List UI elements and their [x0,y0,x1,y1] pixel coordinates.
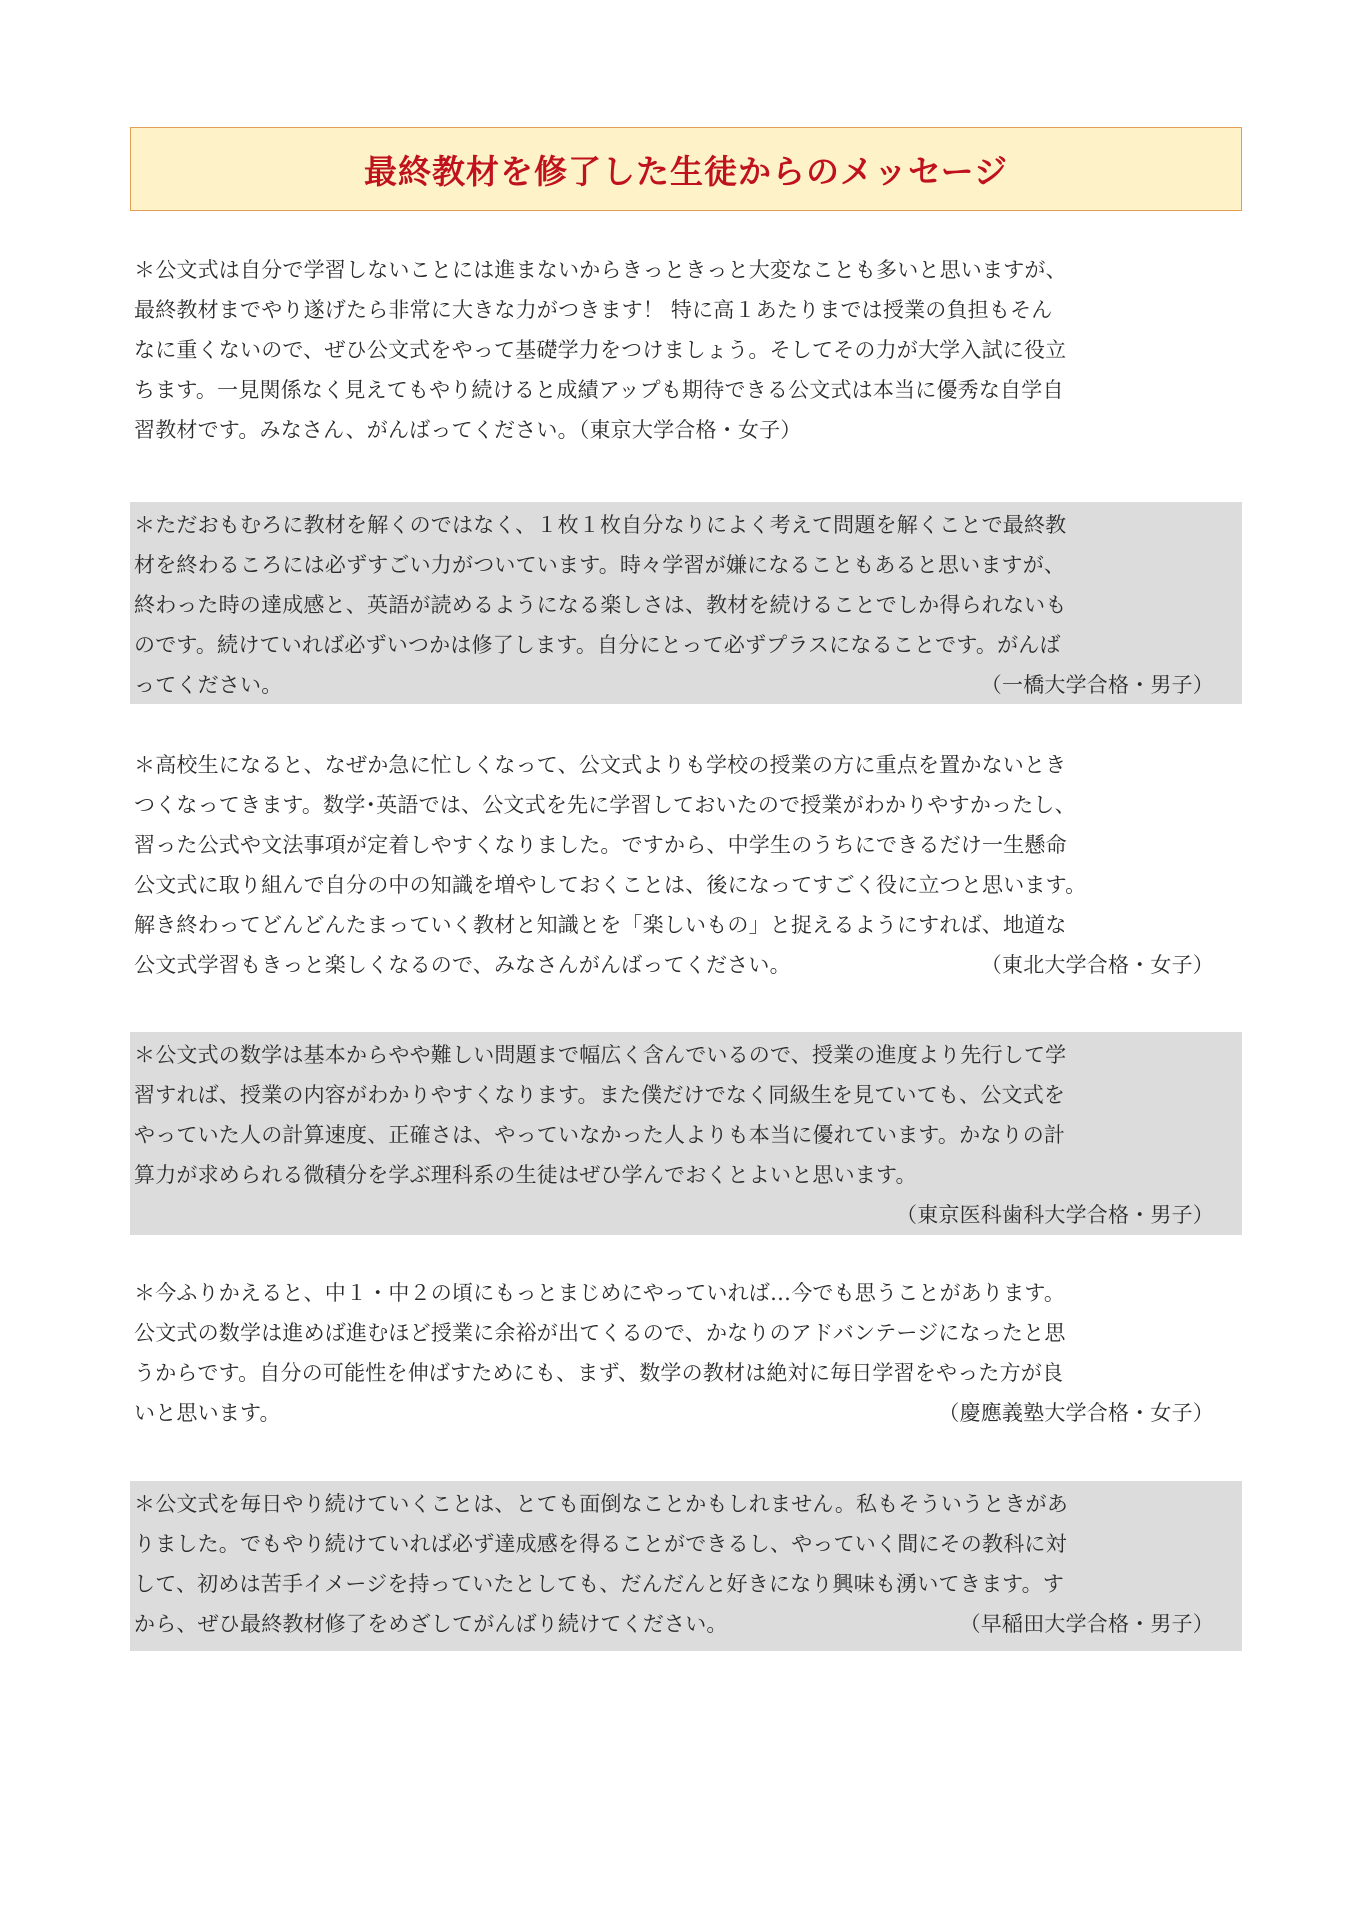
message-line: 解き終わってどんどんたまっていく教材と知識とを「楽しいもの」と捉えるようにすれば、地道な [134,913,1067,937]
message-line-text: から、ぜひ最終教材修了をめざしてがんばり続けてください。 [134,1612,728,1636]
message-line: ちます。一見関係なく見えてもやり続けると成績アップも期待できる公文式は本当に優秀な自学自 [134,378,1064,402]
message-line: やっていた人の計算速度、正確さは、やっていなかった人よりも本当に優れています。かなりの計 [134,1123,1066,1147]
message-line: つくなってきます。数学･英語では、公文式を先に学習しておいたので授業がわかりやすかったし、 [134,793,1076,817]
message-line: ＊公文式は自分で学習しないことには進まないからきっときっと大変なことも多いと思いますが、 [134,258,1067,282]
message-last-line [134,1393,1238,1433]
message-line-text: ってください。 [134,673,283,697]
page-title: 最終教材を修了した生徒からのメッセージ [363,151,1009,191]
message-line: ＊高校生になると、なぜか急に忙しくなって、公文式よりも学校の授業の方に重点を置かないとき [134,753,1067,777]
message-line: りました。でもやり続けていれば必ず達成感を得ることができるし、やっていく間にその教科に対 [134,1532,1067,1556]
message-line: 習った公式や文法事項が定着しやすくなりました。ですから、中学生のうちにできるだけ一生懸命 [134,833,1067,857]
message-line: ＊ただおもむろに教材を解くのではなく、１枚１枚自分なりによく考えて問題を解くことで最終教 [134,513,1067,537]
message-line: ＊公文式を毎日やり続けていくことは、とても面倒なことかもしれません。私もそういうときがあ [134,1492,1069,1516]
message-last-line [134,1195,1238,1235]
message-last-line [134,1604,1238,1644]
title-banner [130,127,1242,211]
message-6 [130,1481,1242,1651]
message-3 [130,742,1242,992]
message-last-line [134,665,1238,705]
message-line: 習教材です。みなさん、がんばってください。（東京大学合格・女子） [134,418,802,442]
attribution: （一橋大学合格・男子） [980,673,1214,697]
attribution: （早稲田大学合格・男子） [959,1612,1214,1636]
attribution: （東北大学合格・女子） [980,953,1214,977]
message-1 [130,247,1242,459]
message-5 [130,1270,1242,1440]
message-line: うからです。自分の可能性を伸ばすためにも、まず、数学の教材は絶対に毎日学習をやった方が良 [134,1361,1064,1385]
message-line: 材を終わるころには必ずすごい力がついています。時々学習が嫌になることもあると思いますが、 [134,553,1066,577]
attribution: （東京医科歯科大学合格・男子） [896,1203,1214,1227]
message-line: して、初めは苦手イメージを持っていたとしても、だんだんと好きになり興味も湧いてきます。す [134,1572,1065,1596]
message-line: 公文式の数学は進めば進むほど授業に余裕が出てくるので、かなりのアドバンテージになったと思 [134,1321,1066,1345]
message-line: 公文式に取り組んで自分の中の知識を増やしておくことは、後になってすごく役に立つと思います。 [134,873,1087,897]
message-last-line [134,945,1238,985]
message-line-text: 公文式学習もきっと楽しくなるので、みなさんがんばってください。 [134,953,791,977]
message-line: 習すれば、授業の内容がわかりやすくなります。また僕だけでなく同級生を見ていても、公文式を [134,1083,1066,1107]
message-line: のです。続けていれば必ずいつかは修了します。自分にとって必ずプラスになることです。がんば [134,633,1061,657]
message-line: 終わった時の達成感と、英語が読めるようになる楽しさは、教材を続けることでしか得られないも [134,593,1067,617]
message-line-text: いと思います。 [134,1401,281,1425]
message-line: なに重くないので、ぜひ公文式をやって基礎学力をつけましょう。そしてその力が大学入試に役立 [134,338,1067,362]
attribution: （慶應義塾大学合格・女子） [938,1401,1214,1425]
message-line: ＊今ふりかえると、中１・中２の頃にもっとまじめにやっていれば…今でも思うことがあります。 [134,1281,1066,1305]
message-line: 算力が求められる微積分を学ぶ理科系の生徒はぜひ学んでおくとよいと思います。 [134,1163,917,1187]
message-line: 最終教材までやり遂げたら非常に大きな力がつきます！ 特に高１あたりまでは授業の負担もそん [134,298,1053,322]
message-4 [130,1032,1242,1235]
message-line: ＊公文式の数学は基本からやや難しい問題まで幅広く含んでいるので、授業の進度より先行して学 [134,1043,1067,1067]
message-2 [130,502,1242,704]
